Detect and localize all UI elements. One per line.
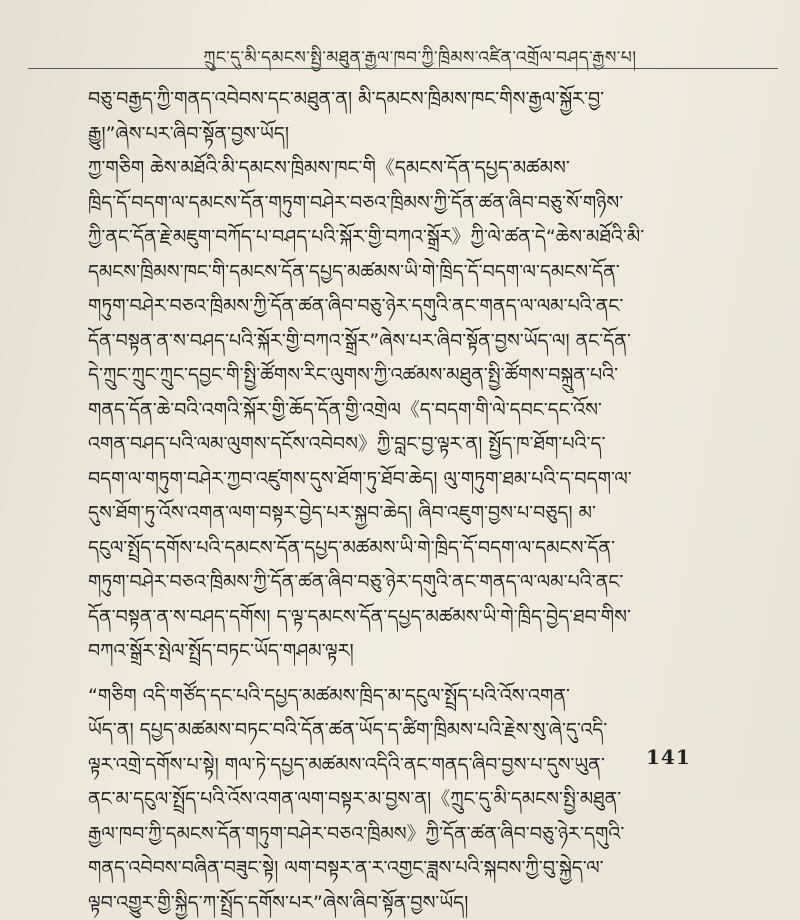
- text-line: ཁྲིད་དོ་བདག་ལ་དམངས་དོན་གཏུག་བཤེར་བཅའ་ཁྲིམས་ཀྱི་དོན་ཚན་ཞིབ་བཅུ་སོ་གཉིས་: [88, 186, 778, 221]
- quote-line: ལྟབ་འགྱུར་གྱི་སྐྱིད་ཀ་སྤྲོད་དགོས་པར”ཞེས་ཞིབ་སྟོན་བྱས་ཡོད།: [88, 886, 778, 920]
- text-line: དམངས་ཁྲིམས་ཁང་གི་དམངས་དོན་དཔྱད་མཚམས་ཡི་གེ་ཁྲིད་དོ་བདག་ལ་དམངས་དོན་: [88, 255, 778, 290]
- quote-line: ཡོད་ན། དཔྱད་མཚམས་བཏང་བའི་དོན་ཚན་ཡོད་ད་ཚིག་ཁྲིམས་པའི་རྗེས་སུ་ཞེ་དུ་འདི་: [88, 713, 778, 748]
- quote-line: གནད་འབེབས་བཞིན་བཟུང་སྟེ། ལག་བསྟར་ན་ར་འགྱང་ཟླས་པའི་སྐབས་ཀྱི་བུ་སྐྱེད་ལ་: [88, 851, 778, 886]
- text-line: བཀའ་སྒྲོར་སྤེལ་སྤྲོད་བཏང་ཡོད་གཤམ་ལྟར།: [88, 634, 778, 669]
- text-line: དངུལ་སྤྲོད་དགོས་པའི་དམངས་དོན་དཔྱད་མཚམས་ཡི་གེ་ཁྲིད་དོ་བདག་ལ་དམངས་དོན་: [88, 531, 778, 566]
- quote-line: རྒྱལ་ཁབ་ཀྱི་དམངས་དོན་གཏུག་བཤེར་བཅའ་ཁྲིམས》ཀྱི་དོན་ཚན་ཞིབ་བཅུ་ཉེར་དགུའི་: [88, 817, 778, 852]
- quote-line: “གཅིག འདི་གཙོད་དང་པའི་དཔྱད་མཚམས་ཁྲིད་མ་དངུལ་སྤྲོད་པའི་འོས་འགན་: [88, 679, 778, 714]
- page-number: 141: [646, 745, 691, 769]
- body-text: [88, 82, 778, 920]
- running-head: ཀྲུང་དུ་མི་དམངས་སྤྱི་མཐུན་རྒྱལ་ཁབ་ཀྱི་ཁྲིམས་འཛིན་འགྲོལ་བཤད་རྒྱས་པ།: [100, 38, 740, 86]
- quote-line: ལྟར་འགྲེ་དགོས་པ་སྟེ། གལ་ཏེ་དཔྱད་མཚམས་འདིའི་ནང་གནད་ཞིབ་བྱས་པ་དུས་ཡུན་: [88, 748, 778, 783]
- text-line: གཏུག་བཤེར་བཅའ་ཁྲིམས་ཀྱི་དོན་ཚན་ཞིབ་བཅུ་ཉེར་དགུའི་ནང་གནད་ལ་ལམ་པའི་ནང་: [88, 289, 778, 324]
- text-line: དོན་བསྟན་ན་ས་བཤད་པའི་སྐོར་གྱི་བཀའ་སྒྲོར”ཞེས་པར་ཞིབ་སྟོན་བྱས་ཡོད་ལ། ནང་དོན་: [88, 324, 778, 359]
- quote-line: ནང་མ་དངུལ་སྤྲོད་པའི་འོས་འགན་ལག་བསྟར་མ་བྱས་ན།《ཀྲུང་དུ་མི་དམངས་སྤྱི་མཐུན་: [88, 782, 778, 817]
- text-line: བདག་ལ་གཏུག་བཤེར་ཀྱབ་འཛུགས་དུས་ཐོག་ཏུ་ཐོབ་ཆེད། ལུ་གཏུག་ཐམ་པའི་ད་བདག་ལ་: [88, 462, 778, 497]
- text-line: འགན་བཤད་པའི་ལམ་ལུགས་དངོས་འབེབས》ཀྱི་བླང་བྱ་ལྟར་ན། སྤྱོད་ཁ་ཐོག་པའི་ད་: [88, 427, 778, 462]
- text-line: དོན་བསྟན་ན་ས་བཤད་དགོས། ད་ལྟ་དམངས་དོན་དཔྱད་མཚམས་ཡི་གེ་ཁྲིད་བྱེད་ཐབ་གིས་: [88, 600, 778, 635]
- text-line: ཀྱ་གཅིག ཆེས་མཐོའི་མི་དམངས་ཁྲིམས་ཁང་གི《དམངས་དོན་དཔྱད་མཚམས་: [88, 151, 778, 186]
- text-line: ཀྱི་ནང་དོན་རྗེ་མཇུག་བཀོད་པ་བཤད་པའི་སྐོར་གྱི་བཀའ་སྒྲོར》ཀྱི་ལེ་ཚན་དེ“ཆེས་མཐོའི་མི་: [88, 220, 778, 255]
- text-line: དུས་ཐོག་ཏུ་འོས་འགན་ལག་བསྟར་བྱེད་པར་སྐྱབ་ཆེད། ཞིབ་འཇུག་བྱས་པ་བཅུད། མ་: [88, 496, 778, 531]
- text-line: རྒྱུ།”ཞེས་པར་ཞིབ་སྟོན་བྱས་ཡོད།: [88, 117, 778, 152]
- text-line: གནད་དོན་ཆེ་བའི་འགའི་སྐོར་གྱི་ཆོད་དོན་གྱི་འགྲེལ《ད་བདག་གི་ལེ་དབང་དང་འོས་: [88, 393, 778, 428]
- text-line: གཏུག་བཤེར་བཅའ་ཁྲིམས་ཀྱི་དོན་ཚན་ཞིབ་བཅུ་ཉེར་དགུའི་ནང་གནད་ལ་ལམ་པའི་ནང་: [88, 565, 778, 600]
- text-line: བཅུ་བརྒྱད་ཀྱི་གནད་འབེབས་དང་མཐུན་ན། མི་དམངས་ཁྲིམས་ཁང་གིས་རྒྱལ་སྐྱོར་བྱ་: [88, 82, 778, 117]
- text-line: དེ་ཀྲུང་ཀྲུང་ཀྲུང་དབྱང་གི་སྤྱི་ཚོགས་རིང་ལུགས་ཀྱི་འཚམས་མཐུན་སྤྱི་ཚོགས་བསྐྲུན་པའི་: [88, 358, 778, 393]
- header-rule: [28, 68, 778, 69]
